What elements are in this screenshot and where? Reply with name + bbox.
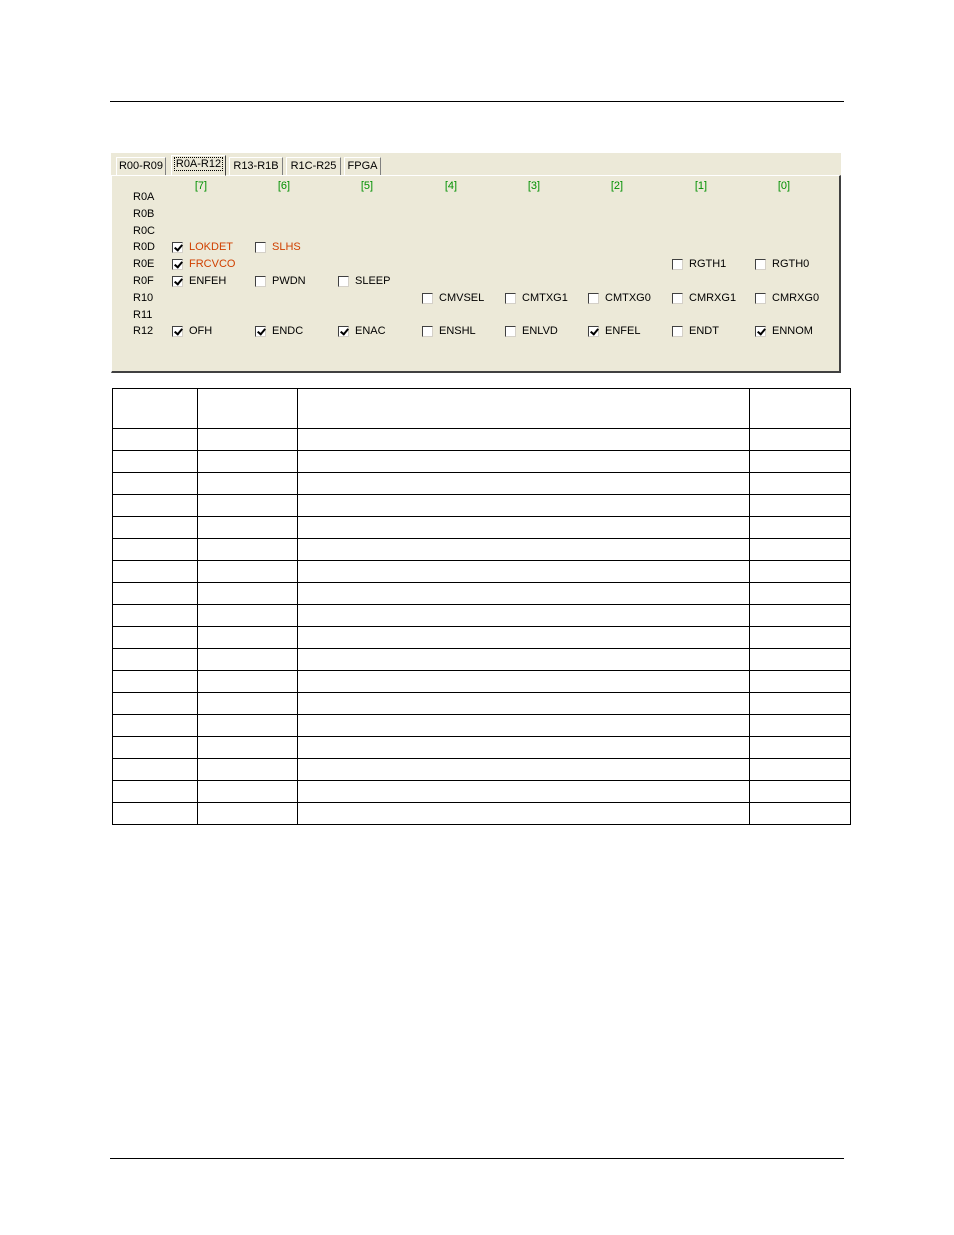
table-cell	[297, 473, 749, 495]
footer-rule	[110, 1158, 844, 1159]
table-cell	[197, 539, 297, 561]
table-cell	[297, 627, 749, 649]
table-cell	[197, 561, 297, 583]
table-cell	[197, 451, 297, 473]
table-row	[113, 803, 851, 825]
table-cell	[197, 583, 297, 605]
table-cell	[750, 693, 851, 715]
table-cell	[113, 671, 198, 693]
tab-r1c-r25[interactable]	[286, 157, 341, 175]
checkbox-label-rgth0[interactable]: RGTH0	[772, 258, 810, 271]
table-cell	[750, 473, 851, 495]
register-label-r10: R10	[133, 291, 154, 304]
table-cell	[113, 627, 198, 649]
table-row	[113, 451, 851, 473]
checkbox-label-cmtxg0[interactable]: CMTXG0	[605, 291, 651, 304]
table-cell	[113, 605, 198, 627]
tab-fpga[interactable]	[344, 157, 381, 175]
table-cell	[750, 715, 851, 737]
checkbox-label-cmrxg1[interactable]: CMRXG1	[689, 291, 737, 304]
table-cell	[113, 451, 198, 473]
table-cell	[113, 693, 198, 715]
tab-body	[111, 175, 841, 373]
table-cell	[197, 605, 297, 627]
table-cell	[750, 517, 851, 539]
table-cell	[113, 649, 198, 671]
table-cell	[197, 693, 297, 715]
checkbox-label-sleep[interactable]: SLEEP	[355, 275, 391, 287]
table-cell	[750, 649, 851, 671]
checkbox-rgth1[interactable]	[672, 259, 683, 270]
checkbox-label-enfeh[interactable]: ENFEH	[189, 275, 227, 287]
table-row	[113, 715, 851, 737]
table-cell	[750, 759, 851, 781]
table-cell	[197, 781, 297, 803]
register-label-r0b: R0B	[133, 207, 155, 220]
table-cell	[113, 583, 198, 605]
checkbox-enlvd[interactable]	[505, 326, 516, 337]
checkbox-label-cmvsel[interactable]: CMVSEL	[439, 291, 485, 304]
register-label-r0d: R0D	[133, 241, 156, 254]
table-cell	[750, 495, 851, 517]
checkbox-frcvco[interactable]	[172, 259, 183, 270]
checkbox-rgth0[interactable]	[755, 259, 766, 270]
checkbox-label-ennom[interactable]: ENNOM	[772, 325, 813, 338]
checkbox-label-cmtxg1[interactable]: CMTXG1	[522, 291, 568, 304]
table-cell	[197, 737, 297, 759]
table-row	[113, 671, 851, 693]
table-cell	[297, 539, 749, 561]
table-cell	[197, 627, 297, 649]
table-row	[113, 495, 851, 517]
tab-r0a-r12[interactable]	[171, 155, 226, 176]
table-cell	[297, 649, 749, 671]
checkbox-cmtxg0[interactable]	[588, 293, 599, 304]
table-cell	[297, 495, 749, 517]
header-rule	[110, 101, 844, 102]
tab-label: R0A-R12	[175, 158, 222, 170]
checkbox-label-lokdet[interactable]: LOKDET	[189, 241, 234, 254]
checkbox-slhs[interactable]	[255, 242, 266, 253]
tab-label: R00-R09	[118, 160, 164, 172]
checkbox-ofh[interactable]	[172, 326, 183, 337]
table-cell	[197, 517, 297, 539]
checkbox-enshl[interactable]	[422, 326, 433, 337]
checkbox-label-cmrxg0[interactable]: CMRXG0	[772, 291, 820, 304]
table-row	[113, 759, 851, 781]
table-cell	[197, 803, 297, 825]
table-row	[113, 627, 851, 649]
checkbox-sleep[interactable]	[338, 276, 349, 287]
checkbox-label-rgth1[interactable]: RGTH1	[689, 258, 727, 271]
table-cell	[197, 495, 297, 517]
table-cell	[113, 737, 198, 759]
bit-header: [6]	[277, 180, 291, 192]
tab-r00-r09[interactable]	[116, 157, 166, 175]
checkbox-cmtxg1[interactable]	[505, 293, 516, 304]
checkbox-cmrxg0[interactable]	[755, 293, 766, 304]
table-row	[113, 781, 851, 803]
table-cell	[113, 539, 198, 561]
table-row	[113, 517, 851, 539]
table-cell	[750, 671, 851, 693]
register-label-r0a: R0A	[133, 191, 155, 203]
table-cell	[113, 715, 198, 737]
checkbox-label-enac[interactable]: ENAC	[355, 325, 386, 338]
checkbox-label-ofh[interactable]: OFH	[189, 325, 213, 338]
checkbox-endt[interactable]	[672, 326, 683, 337]
table-cell	[750, 451, 851, 473]
table-cell	[197, 429, 297, 451]
table-cell	[297, 671, 749, 693]
table-cell	[750, 605, 851, 627]
table-row	[113, 539, 851, 561]
table-cell	[750, 627, 851, 649]
table-row	[113, 737, 851, 759]
tab-r13-r1b[interactable]	[229, 157, 283, 175]
table-row	[113, 583, 851, 605]
checkbox-ennom[interactable]	[755, 326, 766, 337]
table-cell	[113, 517, 198, 539]
register-label-r0e: R0E	[133, 258, 155, 271]
bit-header: [0]	[777, 180, 791, 192]
register-label-r11: R11	[133, 308, 153, 321]
table-cell	[197, 473, 297, 495]
checkbox-label-enlvd[interactable]: ENLVD	[522, 325, 558, 338]
table-cell	[297, 517, 749, 539]
tab-label: R1C-R25	[290, 160, 337, 172]
checkbox-cmrxg1[interactable]	[672, 293, 683, 304]
table-cell	[113, 495, 198, 517]
table-cell	[750, 737, 851, 759]
bit-header: [7]	[194, 180, 208, 192]
tab-strip	[111, 153, 841, 176]
table-cell	[197, 649, 297, 671]
checkbox-label-pwdn[interactable]: PWDN	[272, 275, 306, 287]
table-cell	[750, 561, 851, 583]
checkbox-enac[interactable]	[338, 326, 349, 337]
table-cell	[197, 715, 297, 737]
table-cell	[113, 561, 198, 583]
table-cell	[297, 389, 749, 429]
register-label-r12: R12	[133, 325, 154, 338]
register-label-r0f: R0F	[133, 275, 154, 287]
table-cell	[750, 803, 851, 825]
table-cell	[750, 781, 851, 803]
checkbox-label-frcvco[interactable]: FRCVCO	[189, 258, 236, 271]
table-cell	[297, 605, 749, 627]
table-cell	[297, 759, 749, 781]
table-cell	[113, 803, 198, 825]
table-cell	[297, 737, 749, 759]
table-cell	[297, 429, 749, 451]
table-cell	[297, 715, 749, 737]
table-cell	[297, 693, 749, 715]
register-panel	[111, 153, 841, 373]
table-cell	[750, 539, 851, 561]
checkbox-pwdn[interactable]	[255, 276, 266, 287]
checkbox-label-enshl[interactable]: ENSHL	[439, 325, 476, 338]
table-cell	[750, 583, 851, 605]
checkbox-enfeh[interactable]	[172, 276, 183, 287]
table-cell	[297, 803, 749, 825]
table-cell	[197, 389, 297, 429]
table-row	[113, 649, 851, 671]
table-cell	[113, 759, 198, 781]
table-row	[113, 605, 851, 627]
checkbox-label-endt[interactable]: ENDT	[689, 325, 719, 338]
bit-header: [1]	[694, 180, 708, 192]
table-cell	[113, 429, 198, 451]
table-cell	[113, 389, 198, 429]
table-header-row	[113, 389, 851, 429]
register-label-r0c: R0C	[133, 224, 156, 237]
table-row	[113, 429, 851, 451]
table-cell	[197, 759, 297, 781]
table-cell	[750, 429, 851, 451]
table-cell	[113, 781, 198, 803]
checkbox-endc[interactable]	[255, 326, 266, 337]
register-table	[112, 388, 851, 825]
table-cell	[197, 671, 297, 693]
table-cell	[297, 781, 749, 803]
checkbox-enfel[interactable]	[588, 326, 599, 337]
checkbox-lokdet[interactable]	[172, 242, 183, 253]
table-cell	[297, 583, 749, 605]
table-cell	[297, 451, 749, 473]
bit-header: [4]	[444, 180, 458, 192]
bit-header: [3]	[527, 180, 541, 192]
tab-label: FPGA	[347, 160, 378, 172]
checkbox-label-slhs[interactable]: SLHS	[272, 241, 301, 254]
bit-header: [5]	[360, 180, 374, 192]
bit-header: [2]	[610, 180, 624, 192]
table-cell	[750, 389, 851, 429]
table-row	[113, 473, 851, 495]
checkbox-cmvsel[interactable]	[422, 293, 433, 304]
tab-label: R13-R1B	[233, 160, 279, 172]
checkbox-label-enfel[interactable]: ENFEL	[605, 325, 641, 338]
checkbox-label-endc[interactable]: ENDC	[272, 325, 304, 338]
table-cell	[297, 561, 749, 583]
table-row	[113, 693, 851, 715]
table-cell	[113, 473, 198, 495]
table-row	[113, 561, 851, 583]
